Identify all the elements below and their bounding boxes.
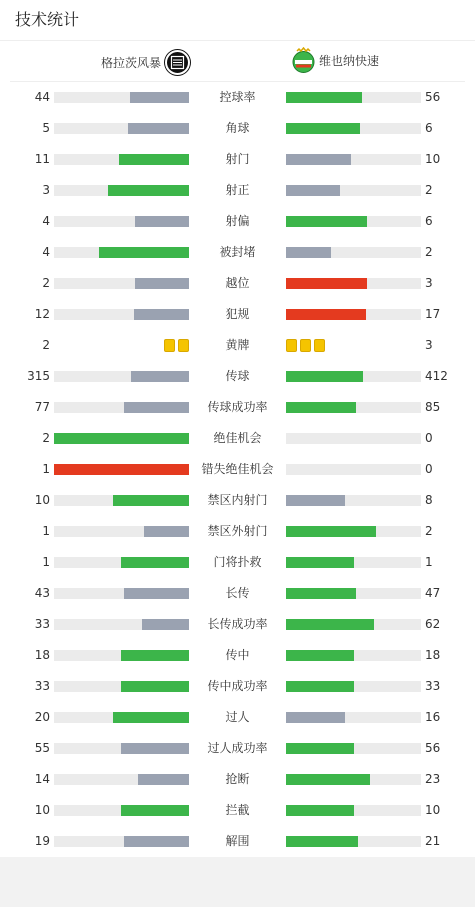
home-bar-track	[54, 433, 189, 444]
home-bar-fill	[121, 557, 189, 568]
away-value: 33	[425, 679, 441, 693]
stat-label: 犯规	[225, 307, 250, 321]
stat-row	[0, 795, 475, 826]
away-bar-fill	[286, 712, 345, 723]
home-bar-fill	[128, 123, 189, 134]
away-bar-track	[286, 123, 421, 134]
home-value: 3	[42, 183, 50, 197]
yellow-card-icon	[164, 339, 175, 352]
home-bar-fill	[124, 402, 189, 413]
away-value: 17	[425, 307, 441, 321]
home-bar-fill	[138, 774, 189, 785]
away-bar-fill	[286, 681, 354, 692]
away-bar-track	[286, 681, 421, 692]
away-bar-track	[286, 278, 421, 289]
away-bar-fill	[286, 185, 340, 196]
away-bar-track	[286, 216, 421, 227]
stat-label: 解围	[225, 834, 250, 848]
home-bar-track	[54, 402, 189, 413]
home-bar-track	[54, 92, 189, 103]
stat-label: 绝佳机会	[213, 431, 262, 445]
stat-row	[0, 82, 475, 113]
home-value: 10	[34, 803, 50, 817]
stat-row	[0, 702, 475, 733]
away-bar-track	[286, 92, 421, 103]
away-bar-fill	[286, 805, 354, 816]
away-bar-track	[286, 712, 421, 723]
away-bar-track	[286, 526, 421, 537]
away-value: 56	[425, 741, 441, 755]
away-value: 62	[425, 617, 441, 631]
stat-label: 越位	[225, 276, 250, 290]
home-bar-fill	[142, 619, 189, 630]
away-value: 2	[425, 245, 433, 259]
stat-row	[0, 330, 475, 361]
stat-row	[0, 206, 475, 237]
away-bar-fill	[286, 247, 331, 258]
home-bar-fill	[121, 743, 189, 754]
away-value: 56	[425, 90, 441, 104]
yellow-card-icon	[314, 339, 325, 352]
home-value: 12	[34, 307, 50, 321]
away-bar-fill	[286, 154, 351, 165]
home-value: 20	[34, 710, 50, 724]
home-bar-fill	[134, 309, 189, 320]
stat-row	[0, 578, 475, 609]
home-bar-fill	[121, 681, 189, 692]
stat-row	[0, 733, 475, 764]
stat-row	[0, 392, 475, 423]
stat-label: 过人成功率	[207, 741, 268, 755]
away-value: 18	[425, 648, 441, 662]
home-value: 1	[42, 555, 50, 569]
stat-label: 错失绝佳机会	[201, 462, 274, 476]
away-bar-track	[286, 247, 421, 258]
away-bar-fill	[286, 557, 354, 568]
home-bar-track	[54, 588, 189, 599]
yellow-card-icon	[178, 339, 189, 352]
home-bar-fill	[124, 836, 189, 847]
home-value: 77	[34, 400, 50, 414]
stat-row	[0, 113, 475, 144]
stat-label: 传球	[225, 369, 250, 383]
away-bar-track	[286, 495, 421, 506]
home-value: 2	[42, 338, 50, 352]
stat-label: 传中	[225, 648, 250, 662]
stat-label: 传球成功率	[207, 400, 268, 414]
home-bar-track	[54, 371, 189, 382]
stat-label: 被封堵	[219, 245, 256, 259]
home-yellow-cards	[164, 339, 189, 352]
away-bar-track	[286, 464, 421, 475]
home-bar-track	[54, 154, 189, 165]
away-bar-track	[286, 805, 421, 816]
home-bar-fill	[99, 247, 189, 258]
home-team-logo-icon	[165, 50, 190, 75]
home-bar-fill	[144, 526, 189, 537]
away-bar-fill	[286, 526, 376, 537]
away-bar-fill	[286, 619, 374, 630]
home-value: 33	[34, 617, 50, 631]
home-bar-track	[54, 836, 189, 847]
home-bar-fill	[131, 371, 189, 382]
away-bar-track	[286, 557, 421, 568]
away-bar-fill	[286, 123, 360, 134]
home-team[interactable]	[101, 49, 190, 75]
away-bar-fill	[286, 836, 358, 847]
home-value: 4	[42, 214, 50, 228]
stat-row	[0, 547, 475, 578]
home-bar-track	[54, 216, 189, 227]
stat-row	[0, 144, 475, 175]
home-bar-fill	[130, 92, 189, 103]
away-value: 85	[425, 400, 441, 414]
home-bar-track	[54, 495, 189, 506]
home-bar-track	[54, 805, 189, 816]
home-bar-fill	[113, 495, 189, 506]
stat-row	[0, 175, 475, 206]
home-team-name: 格拉茨风暴	[100, 55, 161, 70]
away-bar-track	[286, 774, 421, 785]
home-value: 14	[34, 772, 50, 786]
away-bar-track	[286, 836, 421, 847]
home-bar-fill	[54, 433, 189, 444]
away-value: 0	[425, 431, 433, 445]
away-value: 16	[425, 710, 441, 724]
away-bar-track	[286, 743, 421, 754]
away-value: 1	[425, 555, 433, 569]
away-bar-track	[286, 433, 421, 444]
away-value: 10	[425, 803, 441, 817]
home-value: 18	[34, 648, 50, 662]
stat-row	[0, 299, 475, 330]
away-yellow-cards	[286, 339, 325, 352]
stat-label: 射正	[225, 183, 250, 197]
stat-label: 拦截	[225, 803, 250, 817]
stat-row	[0, 423, 475, 454]
away-bar-track	[286, 371, 421, 382]
stat-label: 过人	[225, 710, 250, 724]
away-team[interactable]	[292, 47, 379, 73]
yellow-card-icon	[286, 339, 297, 352]
stat-label: 黄牌	[225, 338, 250, 352]
stat-row	[0, 454, 475, 485]
home-value: 44	[34, 90, 50, 104]
home-bar-track	[54, 650, 189, 661]
home-bar-track	[54, 681, 189, 692]
page-title: 技术统计	[15, 10, 80, 29]
stat-label: 禁区内射门	[207, 493, 268, 507]
away-bar-track	[286, 650, 421, 661]
away-value: 47	[425, 586, 441, 600]
stat-label: 射偏	[225, 214, 250, 228]
stat-label: 禁区外射门	[207, 524, 268, 538]
yellow-card-icon	[300, 339, 311, 352]
home-value: 2	[42, 276, 50, 290]
away-value: 0	[425, 462, 433, 476]
home-bar-track	[54, 712, 189, 723]
home-bar-fill	[121, 805, 189, 816]
stat-label: 长传	[225, 586, 250, 600]
home-value: 55	[34, 741, 50, 755]
away-value: 2	[425, 524, 433, 538]
away-bar-track	[286, 154, 421, 165]
home-bar-track	[54, 619, 189, 630]
away-team-name: 维也纳快速	[319, 53, 380, 68]
away-bar-track	[286, 619, 421, 630]
stat-row	[0, 826, 475, 857]
away-value: 412	[425, 369, 448, 383]
away-value: 3	[425, 276, 433, 290]
away-bar-track	[286, 402, 421, 413]
stat-row	[0, 640, 475, 671]
stat-label: 长传成功率	[207, 617, 268, 631]
home-value: 315	[27, 369, 50, 383]
home-value: 11	[34, 152, 50, 166]
home-bar-fill	[113, 712, 189, 723]
home-bar-track	[54, 309, 189, 320]
away-bar-track	[286, 588, 421, 599]
home-bar-fill	[54, 464, 189, 475]
away-value: 2	[425, 183, 433, 197]
home-bar-track	[54, 743, 189, 754]
stat-row	[0, 609, 475, 640]
stat-label: 抢断	[225, 772, 250, 786]
away-bar-track	[286, 185, 421, 196]
home-value: 4	[42, 245, 50, 259]
away-bar-fill	[286, 588, 356, 599]
home-value: 5	[42, 121, 50, 135]
home-bar-fill	[108, 185, 189, 196]
stat-label: 角球	[225, 121, 250, 135]
away-bar-fill	[286, 371, 363, 382]
away-value: 8	[425, 493, 433, 507]
away-bar-fill	[286, 495, 345, 506]
away-team-logo-icon	[292, 47, 315, 74]
stat-label: 射门	[225, 152, 250, 166]
away-value: 3	[425, 338, 433, 352]
teams-header	[0, 41, 475, 81]
away-bar-fill	[286, 743, 354, 754]
stat-row	[0, 671, 475, 702]
away-value: 23	[425, 772, 441, 786]
away-value: 6	[425, 214, 433, 228]
home-bar-track	[54, 278, 189, 289]
away-bar-fill	[286, 774, 370, 785]
stat-label: 控球率	[219, 90, 256, 104]
stat-row	[0, 361, 475, 392]
home-bar-fill	[119, 154, 189, 165]
away-value: 21	[425, 834, 441, 848]
stat-row	[0, 268, 475, 299]
away-bar-track	[286, 309, 421, 320]
stat-label: 传中成功率	[207, 679, 268, 693]
home-bar-fill	[121, 650, 189, 661]
stat-row	[0, 764, 475, 795]
home-bar-track	[54, 526, 189, 537]
stat-row	[0, 485, 475, 516]
home-value: 1	[42, 462, 50, 476]
away-bar-fill	[286, 402, 356, 413]
stat-row	[0, 516, 475, 547]
away-bar-fill	[286, 278, 367, 289]
home-value: 1	[42, 524, 50, 538]
home-bar-track	[54, 464, 189, 475]
stats-list	[0, 82, 475, 857]
home-value: 10	[34, 493, 50, 507]
home-bar-track	[54, 123, 189, 134]
home-bar-track	[54, 185, 189, 196]
home-value: 43	[34, 586, 50, 600]
stat-label: 门将扑救	[213, 555, 262, 569]
home-bar-fill	[124, 588, 189, 599]
away-value: 10	[425, 152, 441, 166]
away-bar-fill	[286, 216, 367, 227]
home-value: 2	[42, 431, 50, 445]
home-value: 33	[34, 679, 50, 693]
home-bar-track	[54, 247, 189, 258]
home-bar-track	[54, 557, 189, 568]
stat-row	[0, 237, 475, 268]
home-bar-track	[54, 774, 189, 785]
home-value: 19	[34, 834, 50, 848]
home-bar-fill	[135, 216, 189, 227]
away-bar-fill	[286, 650, 354, 661]
away-value: 6	[425, 121, 433, 135]
away-bar-fill	[286, 92, 362, 103]
home-bar-fill	[135, 278, 189, 289]
away-bar-fill	[286, 309, 366, 320]
